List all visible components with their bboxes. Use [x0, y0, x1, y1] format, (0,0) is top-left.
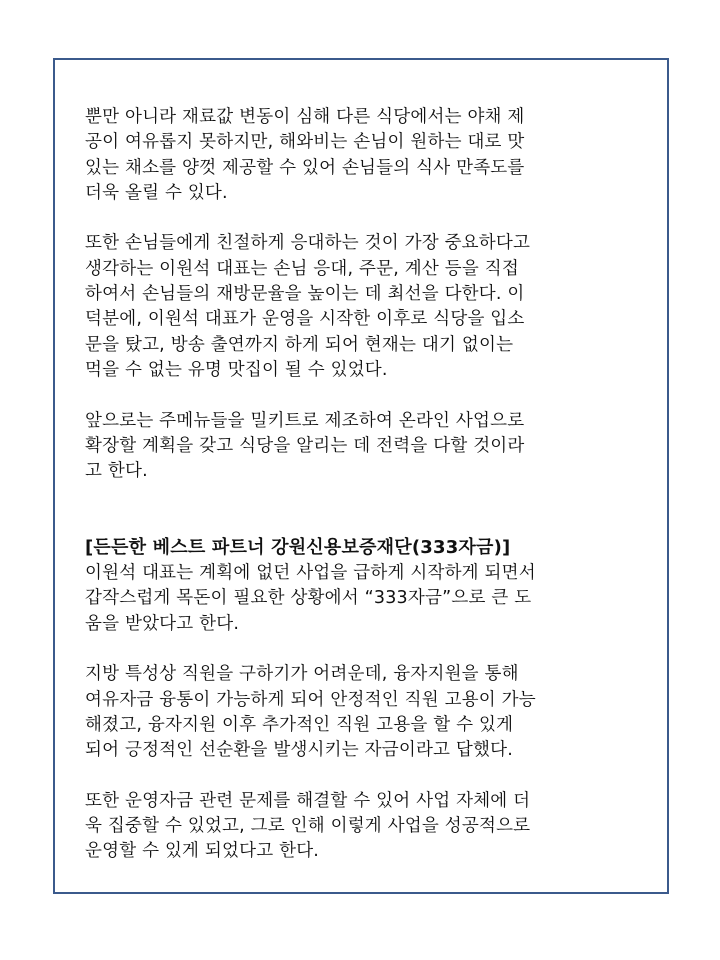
- paragraph-gap: [85, 383, 647, 408]
- text-line: 욱 집중할 수 있었고, 그로 인해 이렇게 사업을 성공적으로: [85, 816, 531, 837]
- text-line: 움을 받았다고 한다.: [85, 613, 240, 634]
- document-frame: [53, 58, 669, 894]
- text-line: 운영할 수 있게 되었다고 한다.: [85, 841, 320, 862]
- section-heading: [든든한 베스트 파트너 강원신용보증재단(333자금)]: [85, 537, 511, 559]
- text-line: 확장할 계획을 갖고 식당을 알리는 데 전력을 다할 것이라: [85, 435, 525, 456]
- text-line: 하여서 손님들의 재방문율을 높이는 데 최선을 다한다. 이: [85, 284, 525, 305]
- text-line: 공이 여유롭지 못하지만, 해와비는 손님이 원하는 대로 맛: [85, 132, 525, 153]
- paragraph-gap: [85, 637, 647, 662]
- text-line: 있는 채소를 양껏 제공할 수 있어 손님들의 식사 만족도를: [85, 157, 525, 178]
- text-line: 여유자금 융통이 가능하게 되어 안정적인 직원 고용이 가능: [85, 689, 536, 710]
- section-gap: [85, 484, 647, 535]
- paragraph-gap: [85, 206, 647, 231]
- text-line: 뿐만 아니라 재료값 변동이 심해 다른 식당에서는 야채 제: [85, 107, 525, 127]
- paragraph-gap: [85, 763, 647, 788]
- text-line: 고 한다.: [85, 461, 148, 482]
- paragraph-3: [85, 409, 647, 485]
- text-line: 갑작스럽게 목돈이 필요한 상황에서 “333자금”으로 큰 도: [85, 588, 532, 609]
- text-line: 생각하는 이원석 대표는 손님 응대, 주문, 계산 등을 직접: [85, 258, 519, 279]
- text-line: 지방 특성상 직원을 구하기가 어려운데, 융자지원을 통해: [85, 664, 519, 685]
- text-line: 더욱 올릴 수 있다.: [85, 182, 228, 203]
- text-line: 문을 탔고, 방송 출연까지 하게 되어 현재는 대기 없이는: [85, 334, 514, 355]
- text-line: 또한 운영자금 관련 문제를 해결할 수 있어 사업 자체에 더: [85, 790, 531, 811]
- section-paragraph-3: [85, 789, 647, 865]
- text-line: 해졌고, 융자지원 이후 추가적인 직원 고용을 할 수 있게: [85, 714, 514, 735]
- text-line: 이원석 대표는 계획에 없던 사업을 급하게 시작하게 되면서: [85, 563, 536, 584]
- text-line: 또한 손님들에게 친절하게 응대하는 것이 가장 중요하다고: [85, 233, 531, 254]
- text-line: 먹을 수 없는 유명 맛집이 될 수 있었다.: [85, 359, 388, 380]
- text-line: 되어 긍정적인 선순환을 발생시키는 자금이라고 답했다.: [85, 740, 513, 761]
- paragraph-2: [85, 231, 647, 383]
- section-paragraph-1: [85, 561, 647, 637]
- paragraph-1: [85, 105, 647, 206]
- document-body: [85, 105, 647, 865]
- text-line: 앞으로는 주메뉴들을 밀키트로 제조하여 온라인 사업으로: [85, 410, 525, 431]
- text-line: 덕분에, 이원석 대표가 운영을 시작한 이후로 식당을 입소: [85, 309, 525, 330]
- section-paragraph-2: [85, 662, 647, 763]
